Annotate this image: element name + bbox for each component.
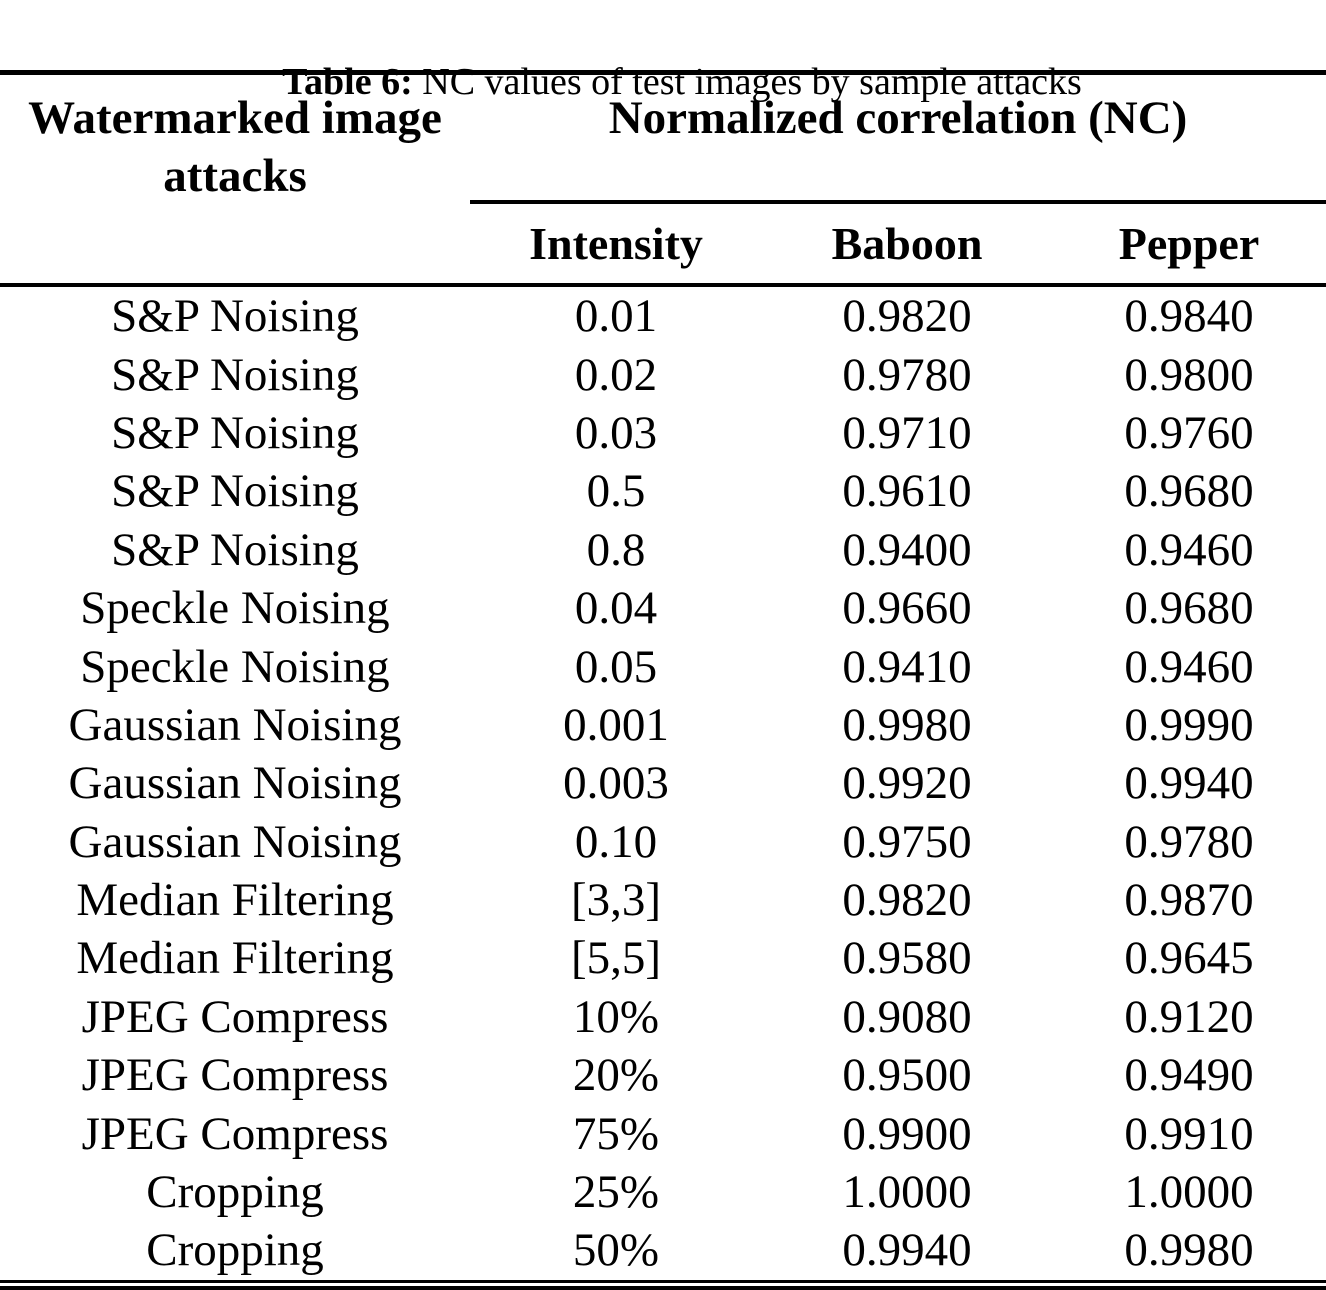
intensity-value-cell: 0.05 (574, 640, 658, 693)
column-header-attacks-line1: Watermarked image (28, 92, 442, 144)
attack-name-cell: S&P Noising (111, 406, 359, 459)
attack-name-cell: JPEG Compress (81, 1049, 389, 1102)
attack-name-cell: Median Filtering (76, 932, 394, 985)
table-row (0, 1046, 1326, 1104)
column-header-intensity: Intensity (470, 202, 762, 285)
pepper-nc-cell: 0.9870 (1124, 874, 1254, 927)
table-row (0, 929, 1326, 987)
table-row (0, 988, 1326, 1046)
intensity-value-cell: [5,5] (570, 932, 662, 985)
pepper-nc-cell: 0.9980 (1124, 1224, 1254, 1277)
column-header-baboon: Baboon (762, 202, 1052, 285)
baboon-nc-cell: 0.9610 (842, 465, 972, 518)
intensity-value-cell: [3,3] (570, 874, 662, 927)
baboon-nc-cell: 0.9980 (842, 698, 972, 751)
intensity-value-cell: 25% (572, 1166, 660, 1219)
intensity-value-cell: 0.01 (574, 290, 658, 343)
intensity-value-cell: 0.001 (563, 698, 669, 751)
pepper-nc-cell: 0.9840 (1124, 290, 1254, 343)
table-row (0, 1163, 1326, 1221)
pepper-nc-cell: 0.9990 (1124, 698, 1254, 751)
pepper-nc-cell: 0.9780 (1124, 815, 1254, 868)
table-row (0, 637, 1326, 695)
table-row (0, 579, 1326, 637)
pepper-nc-cell: 0.9940 (1124, 757, 1254, 810)
attack-name-cell: S&P Noising (111, 465, 359, 518)
pepper-nc-cell: 0.9645 (1124, 932, 1254, 985)
attack-name-cell: Speckle Noising (80, 640, 390, 693)
intensity-value-cell: 75% (572, 1107, 660, 1160)
column-group-header-normalized-correlation: Normalized correlation (NC) (470, 73, 1326, 203)
table-row (0, 285, 1326, 345)
attack-name-cell: JPEG Compress (81, 990, 389, 1043)
pepper-nc-cell: 0.9460 (1124, 523, 1254, 576)
attack-name-cell: JPEG Compress (81, 1107, 389, 1160)
pepper-nc-cell: 0.9460 (1124, 640, 1254, 693)
table-row (0, 462, 1326, 520)
table-row (0, 1104, 1326, 1162)
pepper-nc-cell: 0.9120 (1124, 990, 1254, 1043)
baboon-nc-cell: 0.9820 (842, 874, 972, 927)
intensity-value-cell: 0.003 (563, 757, 669, 810)
baboon-nc-cell: 0.9780 (842, 348, 972, 401)
attack-name-cell: S&P Noising (111, 523, 359, 576)
table-bottom-double-rule (0, 70, 1326, 1290)
table-row (0, 871, 1326, 929)
baboon-nc-cell: 0.9080 (842, 990, 972, 1043)
baboon-nc-cell: 0.9820 (842, 290, 972, 343)
attack-name-cell: S&P Noising (111, 348, 359, 401)
table-caption (0, 0, 1326, 103)
attack-name-cell: Gaussian Noising (68, 757, 402, 810)
table-row (0, 813, 1326, 871)
table-row (0, 754, 1326, 812)
intensity-value-cell: 10% (572, 990, 660, 1043)
baboon-nc-cell: 1.0000 (842, 1166, 972, 1219)
pepper-nc-cell: 0.9680 (1124, 582, 1254, 635)
attack-name-cell: Cropping (146, 1166, 324, 1219)
attack-name-cell: S&P Noising (111, 290, 359, 343)
table-row (0, 1221, 1326, 1281)
baboon-nc-cell: 0.9710 (842, 406, 972, 459)
pepper-nc-cell: 0.9910 (1124, 1107, 1254, 1160)
intensity-value-cell: 0.5 (586, 465, 646, 518)
attack-name-cell: Median Filtering (76, 874, 394, 927)
table-caption-text: NC values of test images by sample attacks (412, 61, 1082, 103)
table-row (0, 345, 1326, 403)
intensity-value-cell: 50% (572, 1224, 660, 1277)
nc-values-table (0, 70, 1326, 1283)
baboon-nc-cell: 0.9500 (842, 1049, 972, 1102)
attack-name-cell: Speckle Noising (80, 582, 390, 635)
table-body (0, 285, 1326, 1281)
baboon-nc-cell: 0.9750 (842, 815, 972, 868)
baboon-nc-cell: 0.9900 (842, 1107, 972, 1160)
table-header-row-group (0, 73, 1326, 203)
intensity-value-cell: 0.04 (574, 582, 658, 635)
column-header-attacks-line2: attacks (163, 150, 307, 202)
intensity-value-cell: 0.8 (586, 523, 646, 576)
attack-name-cell: Gaussian Noising (68, 698, 402, 751)
pepper-nc-cell: 0.9760 (1124, 406, 1254, 459)
baboon-nc-cell: 0.9400 (842, 523, 972, 576)
pepper-nc-cell: 1.0000 (1124, 1166, 1254, 1219)
pepper-nc-cell: 0.9800 (1124, 348, 1254, 401)
table-caption-label: Table 6: (282, 61, 413, 103)
intensity-value-cell: 20% (572, 1049, 660, 1102)
table-row (0, 404, 1326, 462)
table-row (0, 521, 1326, 579)
pepper-nc-cell: 0.9680 (1124, 465, 1254, 518)
table-row (0, 696, 1326, 754)
baboon-nc-cell: 0.9940 (842, 1224, 972, 1277)
table-header (0, 73, 1326, 286)
baboon-nc-cell: 0.9660 (842, 582, 972, 635)
baboon-nc-cell: 0.9920 (842, 757, 972, 810)
column-header-watermarked-image-attacks (0, 73, 470, 286)
pepper-nc-cell: 0.9490 (1124, 1049, 1254, 1102)
attack-name-cell: Cropping (146, 1224, 324, 1277)
baboon-nc-cell: 0.9580 (842, 932, 972, 985)
intensity-value-cell: 0.10 (574, 815, 658, 868)
intensity-value-cell: 0.02 (574, 348, 658, 401)
column-header-pepper: Pepper (1052, 202, 1326, 285)
baboon-nc-cell: 0.9410 (842, 640, 972, 693)
intensity-value-cell: 0.03 (574, 406, 658, 459)
attack-name-cell: Gaussian Noising (68, 815, 402, 868)
